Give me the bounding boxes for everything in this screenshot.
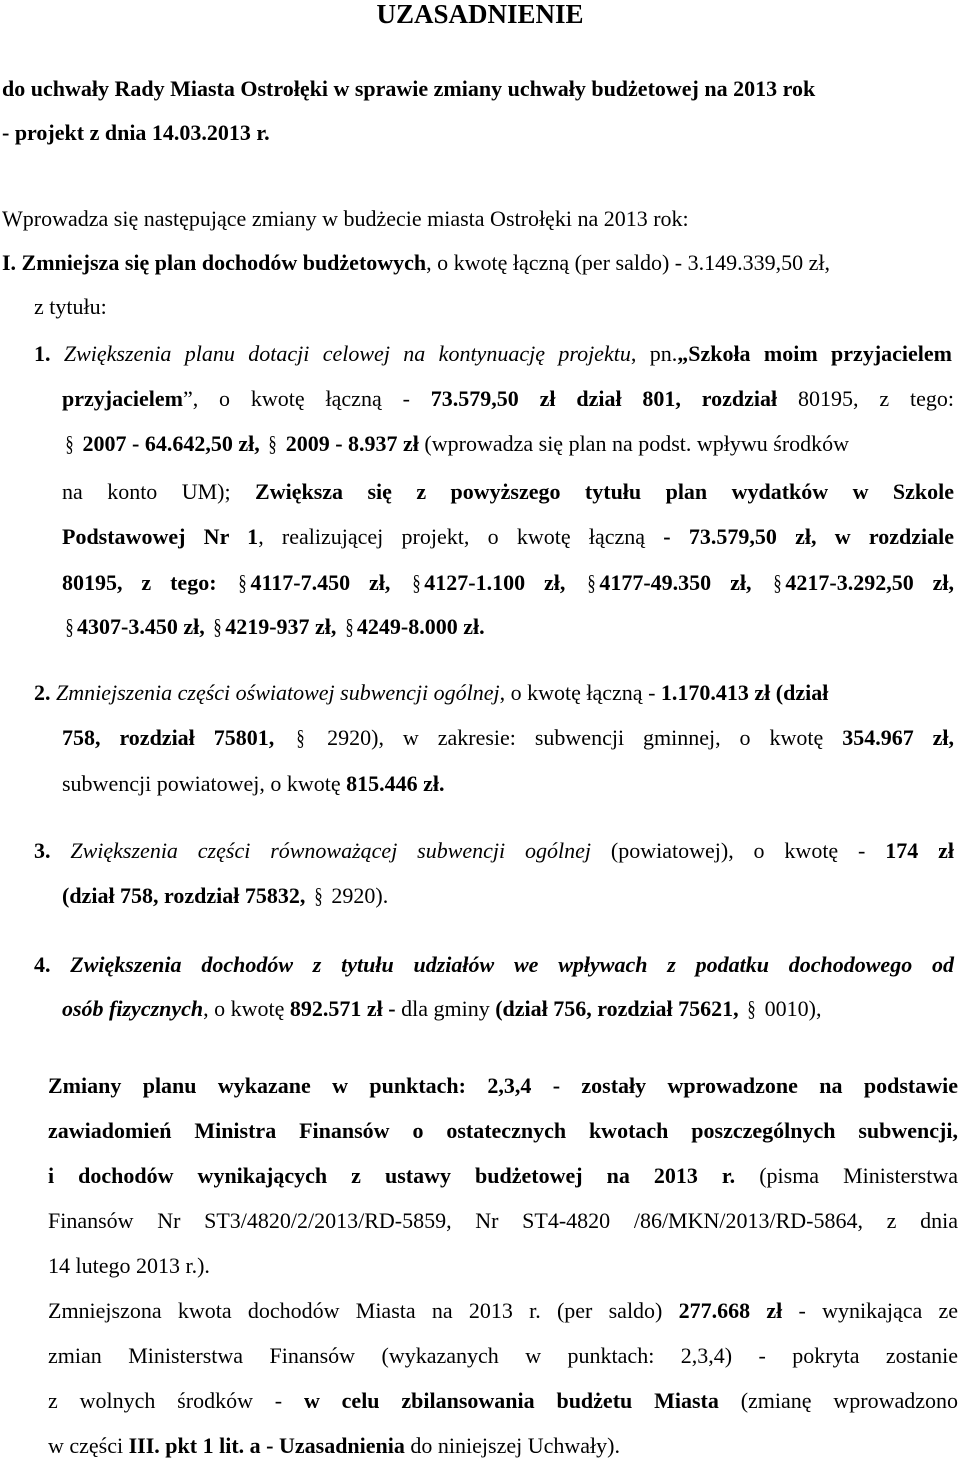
item-3-line-2: (dział 758, rozdział 75832, § 2920). [62,883,389,908]
item-1-line-1: 1. Zwiększenia planu dotacji celowej na kontynuację projektu, pn.„Szkoła moim przyjacielem [34,341,952,366]
zmiany-line-5: 14 lutego 2013 r.). [48,1253,210,1278]
section-i-line: I. Zmniejsza się plan dochodów budżetowych, o kwotę łączną (per saldo) - 3.149.339,50 zł, [2,250,830,275]
item-1-line-3: § 2007 - 64.642,50 zł, § 2009 - 8.937 zł (wprowadza się plan na podst. wpływu środków [65,431,850,456]
item-1-line-7: § 4307-3.450 zł, § 4219-937 zł, § 4249-8.000 zł. [65,614,485,639]
item-4-line-1: 4. Zwiększenia dochodów z tytułu udziałów we wpływach z podatku dochodowego od [34,952,954,977]
item-1-line-6: 80195, z tego: § 4117-7.450 zł, § 4127-1.100 zł, § 4177-49.350 zł, § 4217-3.292,50 zł, [62,570,955,595]
item-1-line-4: na konto UM); Zwiększa się z powyższego tytułu plan wydatków w Szkole [62,479,955,504]
item-2-line-2: 758, rozdział 75801, § 2920), w zakresie: subwencji gminnej, o kwotę 354.967 zł, [62,725,955,750]
item-2-line-3: subwencji powiatowej, o kwotę 815.446 zł. [62,771,445,796]
zmiany-line-3: i dochodów wynikających z ustawy budżetowej na 2013 r. (pisma Ministerstwa [48,1163,958,1188]
header-line-2: - projekt z dnia 14.03.2013 r. [2,120,270,145]
zmiany-line-4: Finansów Nr ST3/4820/2/2013/RD-5859, Nr ST4-4820 /86/MKN/2013/RD-5864, z dnia [48,1208,958,1233]
final-line-2: zmian Ministerstwa Finansów (wykazanych w punktach: 2,3,4) - pokryta zostanie [48,1343,958,1368]
item-4-line-2: osób fizycznych, o kwotę 892.571 zł - dla gminy (dział 756, rozdział 75621, § 0010), [62,996,822,1021]
zmiany-line-2: zawiadomień Ministra Finansów o ostatecznych kwotach poszczególnych subwencji, [48,1118,958,1143]
header-line-1: do uchwały Rady Miasta Ostrołęki w sprawie zmiany uchwały budżetowej na 2013 rok [2,76,816,101]
paragraph-sign: § [65,431,74,456]
item-1-line-5: Podstawowej Nr 1, realizującej projekt, o kwotę łączną - 73.579,50 zł, w rozdziale [62,524,954,549]
item-3-line-1: 3. Zwiększenia części równoważącej subwencji ogólnej (powiatowej), o kwotę - 174 zł [34,838,955,863]
document-title: UZASADNIENIE [376,0,584,29]
intro-text: Wprowadza się następujące zmiany w budżecie miasta Ostrołęki na 2013 rok: [2,206,689,231]
zmiany-line-1: Zmiany planu wykazane w punktach: 2,3,4 - zostały wprowadzone na podstawie [48,1073,958,1098]
final-line-1: Zmniejszona kwota dochodów Miasta na 2013 r. (per saldo) 277.668 zł - wynikająca ze [48,1298,959,1323]
section-i-tail: z tytułu: [34,294,107,319]
final-line-3: z wolnych środków - w celu zbilansowania budżetu Miasta (zmianę wprowadzono [48,1388,958,1413]
item-1-line-2: przyjacielem”, o kwotę łączną - 73.579,50 zł dział 801, rozdział 80195, z tego: [62,386,954,411]
final-line-4: w części III. pkt 1 lit. a - Uzasadnienia do niniejszej Uchwały). [48,1433,620,1458]
item-2-line-1: 2. Zmniejszenia części oświatowej subwencji ogólnej, o kwotę łączną - 1.170.413 zł (dział [34,680,829,705]
